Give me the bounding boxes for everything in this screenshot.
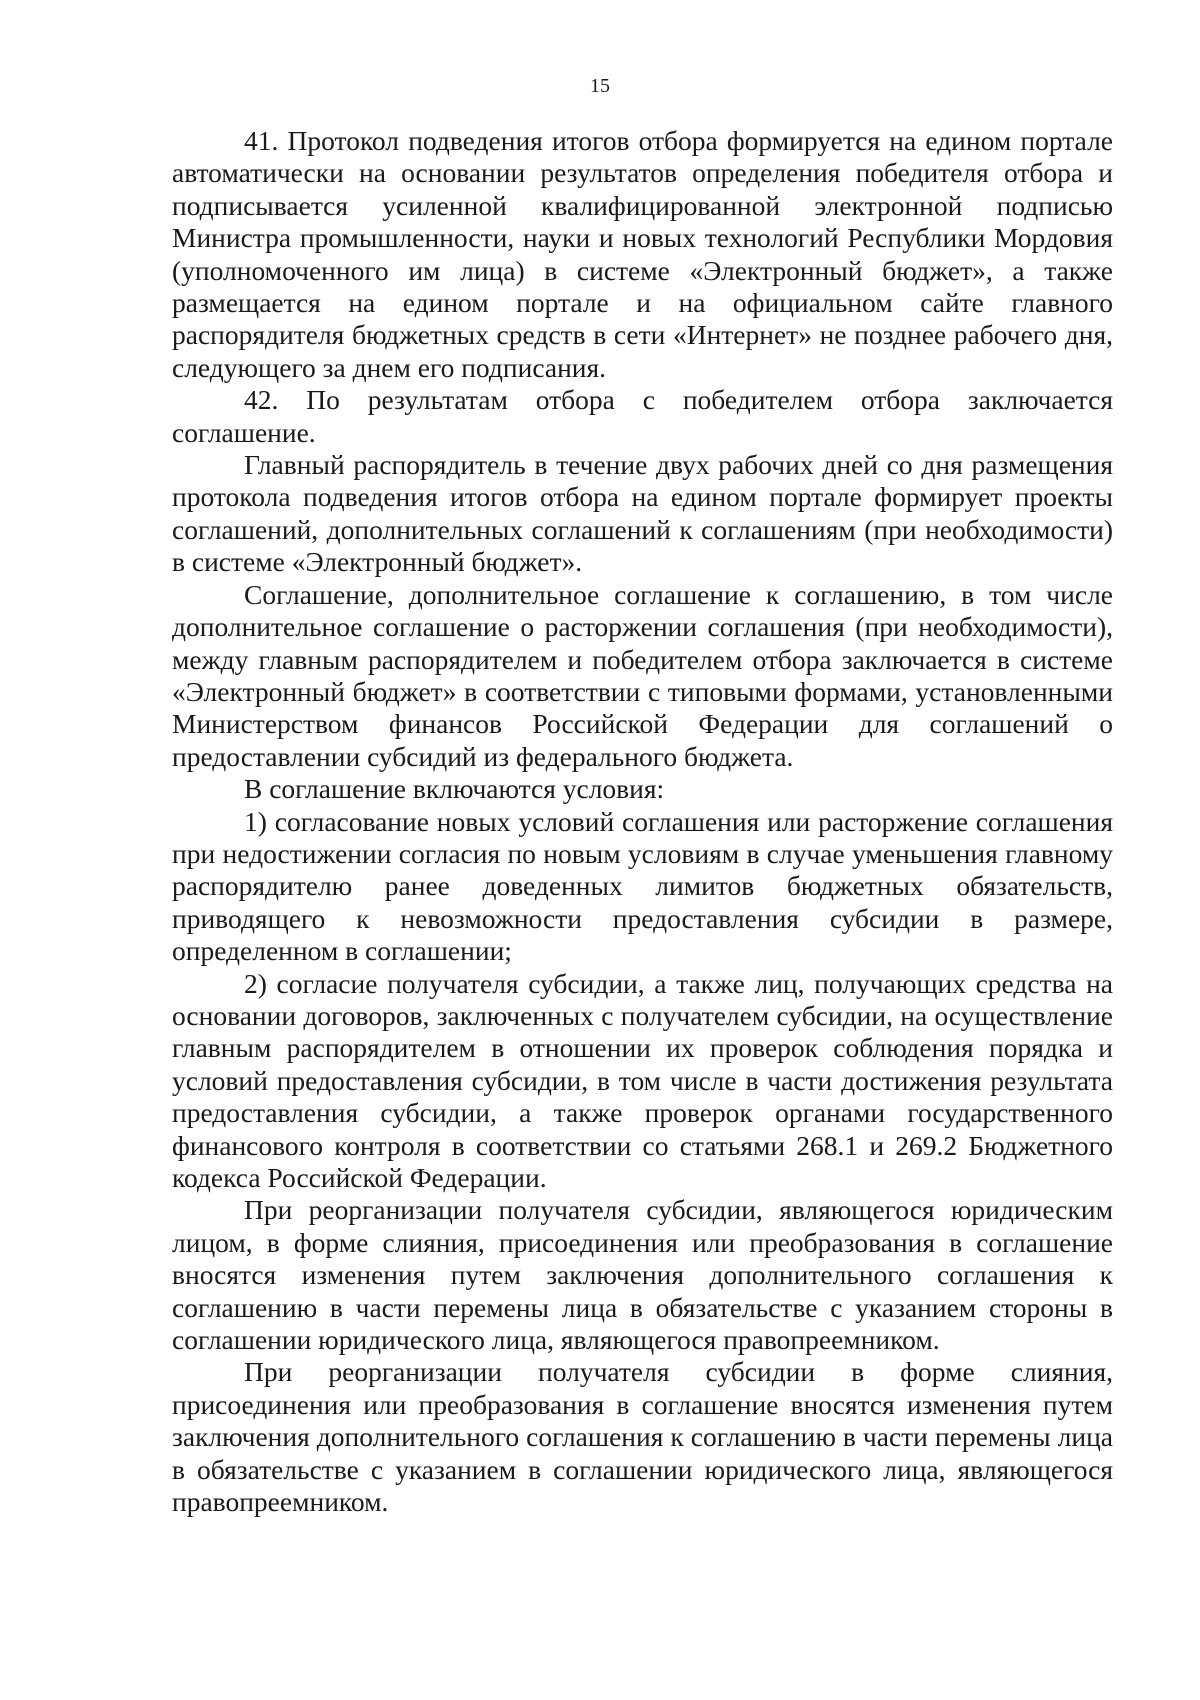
paragraph-41: 41. Протокол подведения итогов отбора формируется на едином портале автоматически на основании результатов определения победителя отбора и подписывается усиленной квалифицированной электронной подписью Министра промышленности, науки и новых технологий Республики Мордовия (уполномоченного им лица) в системе «Электронный бюджет», а также размещается на едином портале и на официальном сайте главного распорядителя бюджетных средств в сети «Интернет» не позднее рабочего дня, следующего за днем его подписания. [172,125,1113,383]
paragraph-reorganization-legal-entity: При реорганизации получателя субсидии, являющегося юридическим лицом, в форме слияния, присоединения или преобразования в соглашение вносятся изменения путем заключения дополнительного соглашения к соглашению в части перемены лица в обязательстве с указанием стороны в соглашении юридического лица, являющегося правопреемником. [172,1194,1113,1356]
page-number: 15 [590,75,610,97]
paragraph-conditions-intro: В соглашение включаются условия: [244,773,665,805]
paragraph-condition-2: 2) согласие получателя субсидии, а также лиц, получающих средства на основании договоров, заключенных с получателем субсидии, на осуществление главным распорядителем в отношении их проверок соблюдения порядка и условий предоставления субсидии, в том числе в части достижения результата предоставления субсидии, а также проверок органами государственного финансового контроля в соответствии со статьями 268.1 и 269.2 Бюджетного кодекса Российской Федерации. [172,967,1113,1193]
paragraph-reorganization-general: При реорганизации получателя субсидии в форме слияния, присоединения или преобразования в соглашение вносятся изменения путем заключения дополнительного соглашения к соглашению в части перемены лица в обязательстве с указанием в соглашении юридического лица, являющегося правопреемником. [172,1356,1113,1518]
document-body [172,125,1113,1518]
paragraph-condition-1: 1) согласование новых условий соглашения или расторжение соглашения при недостижении согласия по новым условиям в случае уменьшения главному распорядителю ранее доведенных лимитов бюджетных обязательств, приводящего к невозможности предоставления субсидии в размере, определенном в соглашении; [172,805,1113,967]
paragraph-draft-agreements: Главный распорядитель в течение двух рабочих дней со дня размещения протокола подведения итогов отбора на едином портале формирует проекты соглашений, дополнительных соглашений к соглашениям (при необходимости) в системе «Электронный бюджет». [172,449,1113,578]
paragraph-42: 42. По результатам отбора с победителем отбора заключается соглашение. [172,384,1113,448]
paragraph-agreement-conclusion: Соглашение, дополнительное соглашение к соглашению, в том числе дополнительное соглашение о расторжении соглашения (при необходимости), между главным распорядителем и победителем отбора заключается в системе «Электронный бюджет» в соответствии с типовыми формами, установленными Министерством финансов Российской Федерации для соглашений о предоставлении субсидий из федерального бюджета. [172,578,1113,772]
